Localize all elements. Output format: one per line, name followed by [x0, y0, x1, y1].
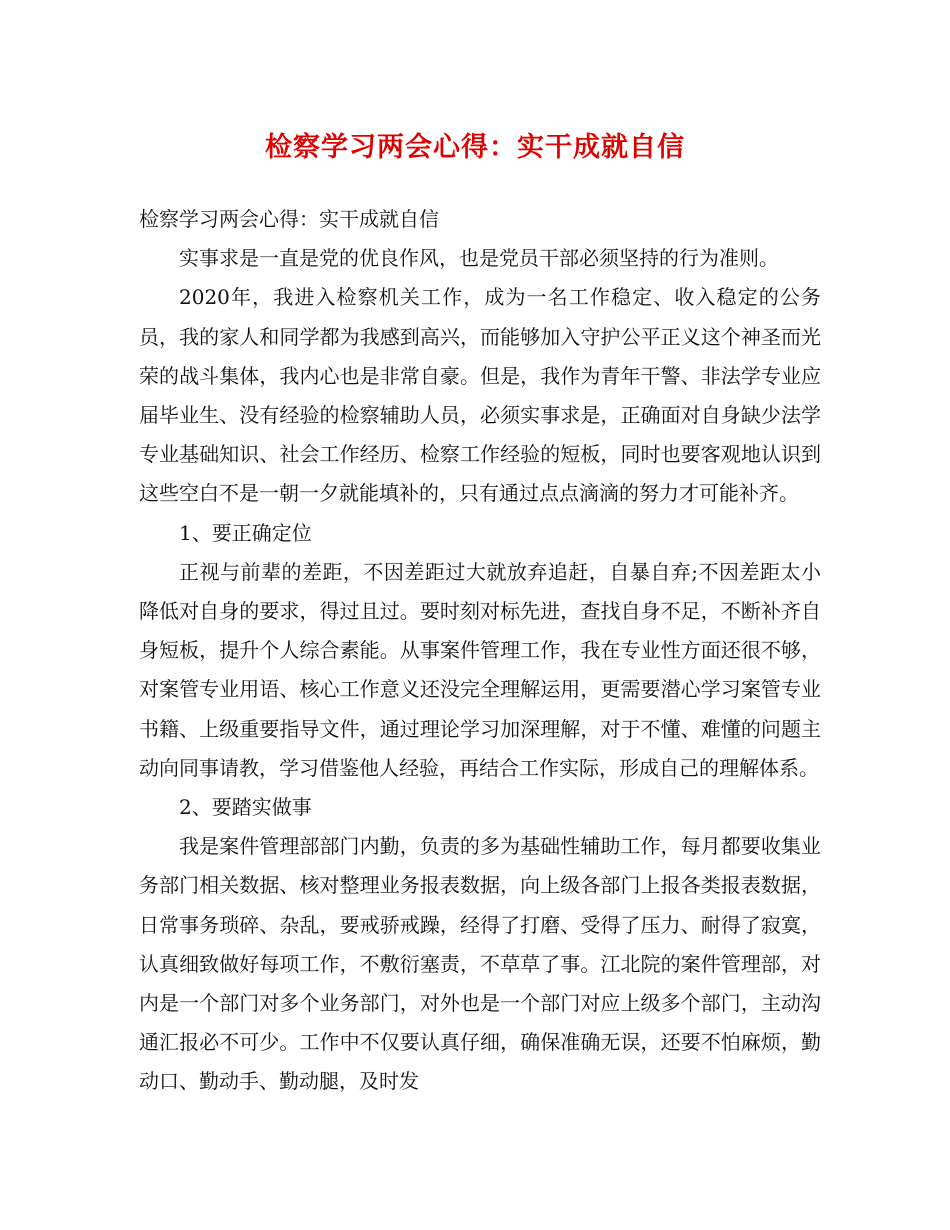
section-heading: 1、要正确定位 [179, 520, 312, 545]
document-title: 检察学习两会心得：实干成就自信 [265, 132, 685, 163]
section-heading: 2、要踏实做事 [179, 795, 312, 820]
body-paragraph: 我是案件管理部部门内勤，负责的多为基础性辅助工作，每月都要收集业务部门相关数据、核对整理业务报表数据，向上级各部门上报各类报表数据，日常事务琐碎、杂乱，要戒骄戒躁，经得了打磨、受得了压力、耐得了寂寞，认真细致做好每项工作，不敷衍塞责，不草草了事。江北院的案件管理部，对内是一个部门对多个业务部门，对外也是一个部门对应上级多个部门，主动沟通汇报必不可少。工作中不仅要认真仔细，确保准确无误，还要不怕麻烦，勤动口、勤动手、勤动腿，及时发 [139, 834, 821, 1094]
body-paragraph: 2020年，我进入检察机关工作，成为一名工作稳定、收入稳定的公务员，我的家人和同学都为我感到高兴，而能够加入守护公平正义这个神圣而光荣的战斗集体，我内心也是非常自豪。但是，我作为青年干警、非法学专业应届毕业生、没有经验的检察辅助人员，必须实事求是，正确面对自身缺少法学专业基础知识、社会工作经历、检察工作经验的短板，同时也要客观地认识到这些空白不是一朝一夕就能填补的，只有通过点点滴滴的努力才可能补齐。 [139, 285, 821, 506]
body-paragraph-heading: 检察学习两会心得：实干成就自信 [139, 207, 439, 231]
body-paragraph: 正视与前辈的差距，不因差距过大就放弃追赶，自暴自弃;不因差距太小降低对自身的要求，得过且过。要时刻对标先进，查找自身不足，不断补齐自身短板，提升个人综合素能。从事案件管理工作，我在专业性方面还很不够，对案管专业用语、核心工作意义还没完全理解运用，更需要潜心学习案管专业书籍、上级重要指导文件，通过理论学习加深理解，对于不懂、难懂的问题主动向同事请教，学习借鉴他人经验，再结合工作实际，形成自己的理解体系。 [139, 559, 821, 780]
body-paragraph: 实事求是一直是党的优良作风，也是党员干部必须坚持的行为准则。 [179, 246, 779, 271]
document-body [139, 200, 821, 1102]
